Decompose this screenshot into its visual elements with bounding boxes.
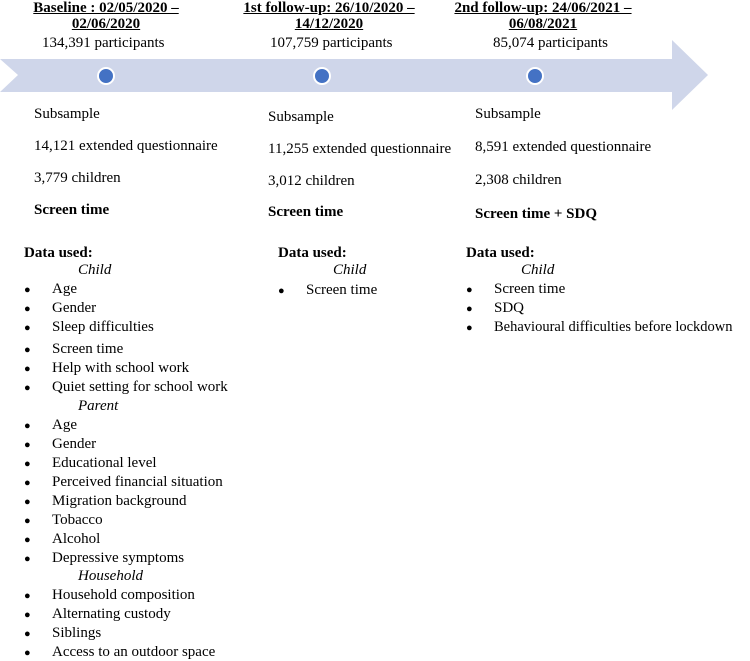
list-item-text: Access to an outdoor space xyxy=(52,644,216,660)
bullet-icon: ● xyxy=(24,477,31,489)
list-item-text: Gender xyxy=(52,300,97,316)
children-count: 3,779 children xyxy=(34,170,121,186)
bullet-icon: ● xyxy=(24,515,31,527)
list-item-text: Help with school work xyxy=(52,360,190,376)
participants-count: 107,759 participants xyxy=(270,35,393,51)
list-item-text: Age xyxy=(52,281,77,297)
children-count: 3,012 children xyxy=(268,173,355,189)
list-item-text: Behavioural difficulties before lockdown xyxy=(494,319,733,335)
list-item-text: Sleep difficulties xyxy=(52,319,154,335)
group-label-child: Child xyxy=(521,262,555,278)
measure-label: Screen time + SDQ xyxy=(475,206,597,222)
bullet-icon: ● xyxy=(466,322,473,334)
subsample-label: Subsample xyxy=(475,106,541,122)
list-item-text: Educational level xyxy=(52,455,157,471)
bullet-icon: ● xyxy=(24,322,31,334)
group-label-child: Child xyxy=(78,262,112,278)
data-used-heading: Data used: xyxy=(466,245,535,261)
timeline-dot-followup-2 xyxy=(527,68,543,84)
timeline-dot-baseline xyxy=(98,68,114,84)
bullet-icon: ● xyxy=(24,439,31,451)
bullet-icon: ● xyxy=(24,496,31,508)
list-item-text: Siblings xyxy=(52,625,102,641)
extended-questionnaire-count: 14,121 extended questionnaire xyxy=(34,138,218,154)
bullet-icon: ● xyxy=(24,344,31,356)
measure-label: Screen time xyxy=(268,204,344,220)
bullet-icon: ● xyxy=(24,458,31,470)
phase-title-line1: 2nd follow-up: 24/06/2021 – xyxy=(454,0,632,16)
group-label-household: Household xyxy=(78,568,143,584)
bullet-icon: ● xyxy=(24,628,31,640)
children-count: 2,308 children xyxy=(475,172,562,188)
bullet-icon: ● xyxy=(24,363,31,375)
group-label-child: Child xyxy=(333,262,367,278)
phase-title xyxy=(448,0,638,32)
list-item-text: Age xyxy=(52,417,77,433)
bullet-icon: ● xyxy=(24,647,31,659)
list-item-text: Screen time xyxy=(306,282,378,298)
bullet-icon: ● xyxy=(466,284,473,296)
list-item-text: Depressive symptoms xyxy=(52,550,185,566)
phase-title xyxy=(236,0,422,32)
list-item-text: Screen time xyxy=(52,341,124,357)
list-item-text: Perceived financial situation xyxy=(52,474,223,490)
phase-title-line2: 02/06/2020 xyxy=(71,16,141,32)
group-label-parent: Parent xyxy=(78,398,119,414)
subsample-label: Subsample xyxy=(268,109,334,125)
phase-title-line2: 14/12/2020 xyxy=(294,16,364,32)
list-item-text: SDQ xyxy=(494,300,525,316)
phase-title xyxy=(20,0,192,32)
bullet-icon: ● xyxy=(278,285,285,297)
bullet-icon: ● xyxy=(24,284,31,296)
phase-title-line1: Baseline : 02/05/2020 – xyxy=(33,0,179,16)
measure-label: Screen time xyxy=(34,202,110,218)
timeline-dot-followup-1 xyxy=(314,68,330,84)
participants-count: 134,391 participants xyxy=(42,35,165,51)
list-item-text: Gender xyxy=(52,436,97,452)
list-item-text: Migration background xyxy=(52,493,187,509)
bullet-icon: ● xyxy=(24,609,31,621)
list-item-text: Screen time xyxy=(494,281,566,297)
participants-count: 85,074 participants xyxy=(493,35,608,51)
data-used-heading: Data used: xyxy=(278,245,347,261)
data-used-heading: Data used: xyxy=(24,245,93,261)
list-item-text: Alternating custody xyxy=(52,606,171,622)
bullet-icon: ● xyxy=(24,420,31,432)
bullet-icon: ● xyxy=(24,553,31,565)
extended-questionnaire-count: 8,591 extended questionnaire xyxy=(475,139,652,155)
list-item-text: Household composition xyxy=(52,587,195,603)
phase-title-line2: 06/08/2021 xyxy=(508,16,578,32)
bullet-icon: ● xyxy=(24,303,31,315)
list-item-text: Alcohol xyxy=(52,531,101,547)
bullet-icon: ● xyxy=(24,590,31,602)
bullet-icon: ● xyxy=(24,534,31,546)
bullet-icon: ● xyxy=(466,303,473,315)
extended-questionnaire-count: 11,255 extended questionnaire xyxy=(268,141,452,157)
bullet-icon: ● xyxy=(24,382,31,394)
subsample-label: Subsample xyxy=(34,106,100,122)
list-item-text: Quiet setting for school work xyxy=(52,379,228,395)
phase-title-line1: 1st follow-up: 26/10/2020 – xyxy=(243,0,415,16)
list-item-text: Tobacco xyxy=(52,512,103,528)
